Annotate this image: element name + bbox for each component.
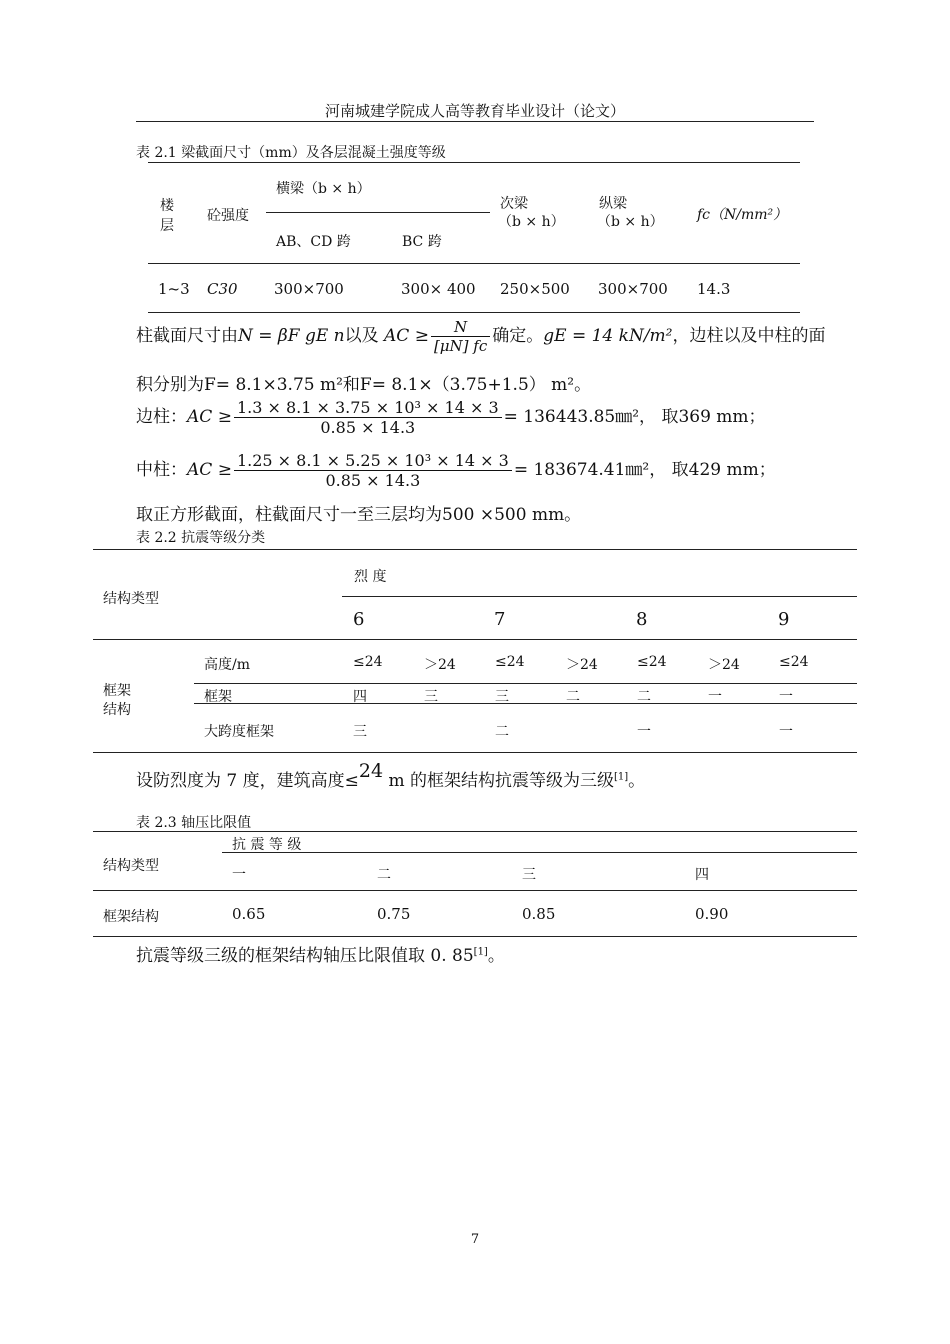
table2-top-rule bbox=[93, 549, 857, 550]
table2-frame-cell: 三 bbox=[424, 689, 438, 705]
table3-cell: 0.85 bbox=[522, 905, 556, 923]
table2-height-cell: ≤24 bbox=[495, 654, 525, 670]
table2-large-label: 大跨度框架 bbox=[204, 724, 274, 740]
table1-cell: 250×500 bbox=[500, 280, 570, 298]
table2-frame-label-1: 框架 bbox=[103, 683, 131, 699]
table2-large-cell: 二 bbox=[495, 724, 509, 740]
table1-cell: 300×700 bbox=[598, 280, 668, 298]
table1-cell: 14.3 bbox=[697, 280, 731, 298]
table3-bottom-rule bbox=[93, 936, 857, 937]
table1-cell: 1~3 bbox=[158, 280, 190, 298]
table3-grade: 一 bbox=[232, 867, 246, 883]
mid-col-label: 中柱： bbox=[136, 460, 187, 480]
table2-header-intensity: 烈 度 bbox=[354, 569, 387, 585]
table2-height-cell: ≤24 bbox=[637, 654, 667, 670]
table1-header-ab-cd: AB、CD 跨 bbox=[276, 234, 351, 250]
table2-height-cell: ＞24 bbox=[424, 657, 456, 673]
header-rule bbox=[136, 121, 814, 122]
para1-ge: gE = 14 kN/m² bbox=[543, 326, 673, 346]
para3 bbox=[136, 760, 646, 791]
table3-mid-rule bbox=[93, 890, 857, 891]
table2-frame-row-label: 框架 bbox=[204, 689, 232, 705]
table2-height-cell: ≤24 bbox=[353, 654, 383, 670]
page-number: 7 bbox=[470, 1232, 480, 1247]
table1-header-long-2: （b × h） bbox=[597, 214, 664, 230]
para1-formula-n: N = βF gE n bbox=[238, 326, 345, 346]
table2-large-cell: 三 bbox=[353, 724, 367, 740]
table2-frame-cell: 三 bbox=[495, 689, 509, 705]
page-header: 河南城建学院成人高等教育毕业设计（论文） bbox=[324, 102, 625, 120]
para1-line1 bbox=[136, 318, 825, 355]
table1-header-fc: fc（N/mm²） bbox=[697, 207, 788, 223]
table3-grade-rule bbox=[222, 852, 857, 853]
table2-height-cell: ＞24 bbox=[566, 657, 598, 673]
para1-text-d: ，边柱以及中柱的面 bbox=[672, 326, 826, 346]
para1-ac: AC ≥ bbox=[384, 326, 429, 346]
edge-col-line bbox=[136, 398, 766, 437]
table1-header-secondary-2: （b × h） bbox=[498, 214, 565, 230]
table1-cell: C30 bbox=[207, 280, 238, 298]
table3-grade: 四 bbox=[695, 867, 709, 883]
table2-bottom-rule bbox=[93, 752, 857, 753]
para1-fraction-num: N bbox=[431, 318, 490, 337]
para4-text-a: 抗震等级三级的框架结构轴压比限值取 0. 85 bbox=[136, 946, 474, 966]
table1-header-long-1: 纵梁 bbox=[599, 196, 627, 212]
table2-frame-label-2: 结构 bbox=[103, 702, 131, 718]
edge-col-den: 0.85 × 14.3 bbox=[320, 418, 416, 437]
table2-header-type: 结构类型 bbox=[103, 591, 159, 607]
para1-text-a: 柱截面尺寸由 bbox=[136, 326, 238, 346]
table2-row-rule bbox=[194, 683, 857, 684]
mid-col-den: 0.85 × 14.3 bbox=[325, 471, 421, 490]
table3-cell: 0.65 bbox=[232, 905, 266, 923]
table3-row-label: 框架结构 bbox=[103, 909, 159, 925]
table2-frame-cell: 二 bbox=[566, 689, 580, 705]
edge-col-label: 边柱： bbox=[136, 407, 187, 427]
table2-height-cell: ≤24 bbox=[779, 654, 809, 670]
para4 bbox=[136, 941, 505, 966]
para2: 取正方形截面，柱截面尺寸一至三层均为500 ×500 mm。 bbox=[136, 505, 582, 525]
table3-top-rule bbox=[93, 831, 857, 832]
table2-frame-cell: 一 bbox=[708, 689, 722, 705]
para3-height: 24 bbox=[358, 760, 384, 782]
table3-grade: 三 bbox=[522, 867, 536, 883]
table2-caption: 表 2.2 抗震等级分类 bbox=[136, 530, 266, 546]
para3-ref: [1] bbox=[614, 771, 629, 783]
table2-large-cell: 一 bbox=[637, 724, 651, 740]
para1-fraction bbox=[431, 318, 490, 355]
edge-col-fraction bbox=[234, 398, 502, 437]
para3-text-a: 设防烈度为 7 度，建筑高度≤ bbox=[136, 771, 359, 791]
table2-degree: 8 bbox=[636, 609, 648, 630]
mid-col-ac: AC ≥ bbox=[187, 460, 232, 480]
table2-degree: 9 bbox=[778, 609, 790, 630]
para1-text-b: 以及 bbox=[344, 326, 379, 346]
table2-large-cell: 一 bbox=[779, 724, 793, 740]
table1-top-rule bbox=[148, 162, 800, 163]
table2-frame-cell: 四 bbox=[353, 689, 367, 705]
table2-intensity-rule bbox=[342, 596, 857, 597]
table1-header-crossbeam: 横梁（b × h） bbox=[276, 181, 371, 197]
mid-col-line bbox=[136, 451, 776, 490]
table2-frame-cell: 二 bbox=[637, 689, 651, 705]
table3-cell: 0.90 bbox=[695, 905, 729, 923]
table1-crossbeam-rule bbox=[266, 212, 490, 213]
para1-fraction-den: [μN] fc bbox=[433, 337, 488, 355]
mid-col-num: 1.25 × 8.1 × 5.25 × 10³ × 14 × 3 bbox=[234, 451, 512, 471]
table1-mid-rule bbox=[148, 263, 800, 264]
table1-header-bc: BC 跨 bbox=[402, 234, 442, 250]
table2-degree: 6 bbox=[353, 609, 365, 630]
table2-height-cell: ＞24 bbox=[708, 657, 740, 673]
table1-cell: 300×700 bbox=[274, 280, 344, 298]
para3-text-d: 。 bbox=[628, 771, 646, 791]
table1-header-concrete: 砼强度 bbox=[207, 208, 249, 224]
para1-text-c: 确定。 bbox=[492, 326, 544, 346]
table1-bottom-rule bbox=[148, 312, 800, 313]
table1-header-floor-2: 层 bbox=[160, 218, 174, 234]
table1-header-secondary-1: 次梁 bbox=[500, 196, 528, 212]
para4-ref: [1] bbox=[473, 946, 488, 958]
table3-cell: 0.75 bbox=[377, 905, 411, 923]
table3-grade: 二 bbox=[377, 867, 391, 883]
table2-row-rule bbox=[194, 703, 857, 704]
table3-caption: 表 2.3 轴压比限值 bbox=[136, 815, 252, 831]
table2-degree: 7 bbox=[494, 609, 506, 630]
mid-col-fraction bbox=[234, 451, 512, 490]
para3-text-c: m 的框架结构抗震等级为三级 bbox=[388, 771, 614, 791]
table1-cell: 300× 400 bbox=[401, 280, 476, 298]
edge-col-num: 1.3 × 8.1 × 3.75 × 10³ × 14 × 3 bbox=[234, 398, 502, 418]
table3-header-type: 结构类型 bbox=[103, 858, 159, 874]
edge-col-ac: AC ≥ bbox=[187, 407, 232, 427]
table2-frame-cell: 一 bbox=[779, 689, 793, 705]
table2-height-label: 高度/m bbox=[204, 657, 250, 673]
para1-line2: 积分别为F= 8.1×3.75 m²和F= 8.1×（3.75+1.5） m²。 bbox=[136, 375, 592, 395]
table3-header-grade: 抗 震 等 级 bbox=[232, 837, 302, 853]
table2-header-bottom-rule bbox=[93, 639, 857, 640]
mid-col-result: = 183674.41㎜²， 取429 mm； bbox=[513, 460, 776, 480]
para4-text-b: 。 bbox=[487, 946, 505, 966]
table1-caption: 表 2.1 梁截面尺寸（mm）及各层混凝土强度等级 bbox=[136, 145, 446, 161]
edge-col-result: = 136443.85㎜²， 取369 mm； bbox=[503, 407, 766, 427]
table1-header-floor-1: 楼 bbox=[160, 198, 174, 214]
